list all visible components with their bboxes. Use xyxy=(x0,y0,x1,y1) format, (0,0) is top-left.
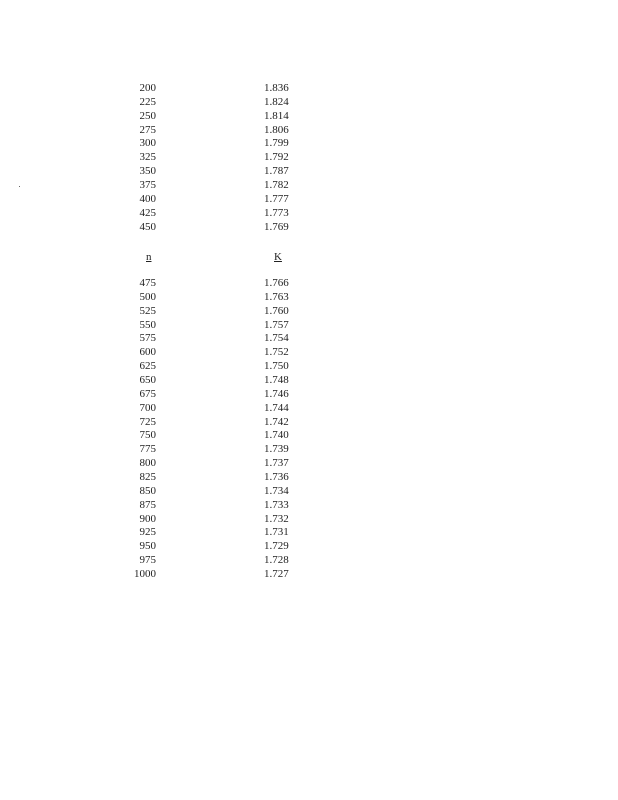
table-row xyxy=(0,457,618,471)
cell-n-value: 675 xyxy=(139,387,156,400)
table-row xyxy=(0,151,618,165)
cell-n-value: 375 xyxy=(139,179,156,192)
cell-n-value: 425 xyxy=(139,206,156,219)
cell-n-value: 950 xyxy=(139,540,156,553)
cell-k-value: 1.748 xyxy=(264,374,289,387)
table-row xyxy=(0,402,618,416)
cell-n-value: 275 xyxy=(139,123,156,136)
table-row xyxy=(0,207,618,221)
table-row xyxy=(0,471,618,485)
cell-n-value: 550 xyxy=(139,318,156,331)
cell-n-value: 600 xyxy=(139,346,156,359)
table-header-row xyxy=(0,250,618,264)
cell-n-value: 825 xyxy=(139,471,156,484)
cell-n-value: 500 xyxy=(139,290,156,303)
cell-k-value: 1.752 xyxy=(264,346,289,359)
cell-k-value: 1.769 xyxy=(264,220,289,233)
cell-k-value: 1.787 xyxy=(264,165,289,178)
table-row xyxy=(0,540,618,554)
cell-n-value: 700 xyxy=(139,401,156,414)
cell-k-value: 1.757 xyxy=(264,318,289,331)
table-row xyxy=(0,137,618,151)
cell-k-value: 1.728 xyxy=(264,554,289,567)
table-row xyxy=(0,221,618,235)
cell-n-value: 250 xyxy=(139,109,156,122)
cell-k-value: 1.739 xyxy=(264,443,289,456)
table-row xyxy=(0,526,618,540)
table-row xyxy=(0,346,618,360)
table-row xyxy=(0,96,618,110)
cell-n-value: 775 xyxy=(139,443,156,456)
column-header-k: K xyxy=(274,251,282,263)
cell-k-value: 1.733 xyxy=(264,498,289,511)
cell-k-value: 1.777 xyxy=(264,192,289,205)
table-upper-block xyxy=(0,82,618,234)
table-row xyxy=(0,179,618,193)
cell-k-value: 1.742 xyxy=(264,415,289,428)
cell-k-value: 1.760 xyxy=(264,304,289,317)
table-row xyxy=(0,110,618,124)
table-row xyxy=(0,291,618,305)
cell-n-value: 225 xyxy=(139,95,156,108)
cell-k-value: 1.806 xyxy=(264,123,289,136)
cell-n-value: 450 xyxy=(139,220,156,233)
cell-n-value: 400 xyxy=(139,192,156,205)
cell-n-value: 800 xyxy=(139,457,156,470)
cell-k-value: 1.731 xyxy=(264,526,289,539)
cell-n-value: 850 xyxy=(139,484,156,497)
cell-n-value: 575 xyxy=(139,332,156,345)
table-lower-block xyxy=(0,277,618,582)
cell-k-value: 1.750 xyxy=(264,360,289,373)
cell-n-value: 525 xyxy=(139,304,156,317)
table-row xyxy=(0,554,618,568)
cell-n-value: 750 xyxy=(139,429,156,442)
cell-k-value: 1.736 xyxy=(264,471,289,484)
cell-n-value: 200 xyxy=(139,82,156,94)
cell-k-value: 1.792 xyxy=(264,151,289,164)
cell-k-value: 1.799 xyxy=(264,137,289,150)
cell-n-value: 1000 xyxy=(134,568,156,581)
cell-n-value: 475 xyxy=(139,277,156,289)
cell-k-value: 1.836 xyxy=(264,82,289,94)
cell-n-value: 900 xyxy=(139,512,156,525)
cell-n-value: 875 xyxy=(139,498,156,511)
cell-k-value: 1.766 xyxy=(264,277,289,289)
cell-k-value: 1.754 xyxy=(264,332,289,345)
cell-k-value: 1.746 xyxy=(264,387,289,400)
cell-k-value: 1.814 xyxy=(264,109,289,122)
table-row xyxy=(0,165,618,179)
cell-k-value: 1.744 xyxy=(264,401,289,414)
table-row xyxy=(0,568,618,582)
table-row xyxy=(0,513,618,527)
table-row xyxy=(0,485,618,499)
cell-k-value: 1.737 xyxy=(264,457,289,470)
table-row xyxy=(0,319,618,333)
column-header-n: n xyxy=(146,251,152,263)
table-row xyxy=(0,305,618,319)
cell-k-value: 1.763 xyxy=(264,290,289,303)
cell-k-value: 1.732 xyxy=(264,512,289,525)
cell-k-value: 1.727 xyxy=(264,568,289,581)
cell-n-value: 650 xyxy=(139,374,156,387)
cell-n-value: 925 xyxy=(139,526,156,539)
table-row xyxy=(0,124,618,138)
table-row xyxy=(0,443,618,457)
cell-k-value: 1.782 xyxy=(264,179,289,192)
table-row xyxy=(0,360,618,374)
table-row xyxy=(0,374,618,388)
cell-k-value: 1.773 xyxy=(264,206,289,219)
table-row xyxy=(0,193,618,207)
cell-k-value: 1.734 xyxy=(264,484,289,497)
table-row xyxy=(0,429,618,443)
table-row xyxy=(0,82,618,96)
cell-n-value: 725 xyxy=(139,415,156,428)
table-row xyxy=(0,277,618,291)
table-row xyxy=(0,499,618,513)
table-row xyxy=(0,332,618,346)
table-row xyxy=(0,388,618,402)
cell-k-value: 1.729 xyxy=(264,540,289,553)
table-row xyxy=(0,416,618,430)
cell-n-value: 350 xyxy=(139,165,156,178)
cell-n-value: 625 xyxy=(139,360,156,373)
cell-k-value: 1.824 xyxy=(264,95,289,108)
cell-n-value: 975 xyxy=(139,554,156,567)
cell-n-value: 325 xyxy=(139,151,156,164)
cell-k-value: 1.740 xyxy=(264,429,289,442)
cell-n-value: 300 xyxy=(139,137,156,150)
